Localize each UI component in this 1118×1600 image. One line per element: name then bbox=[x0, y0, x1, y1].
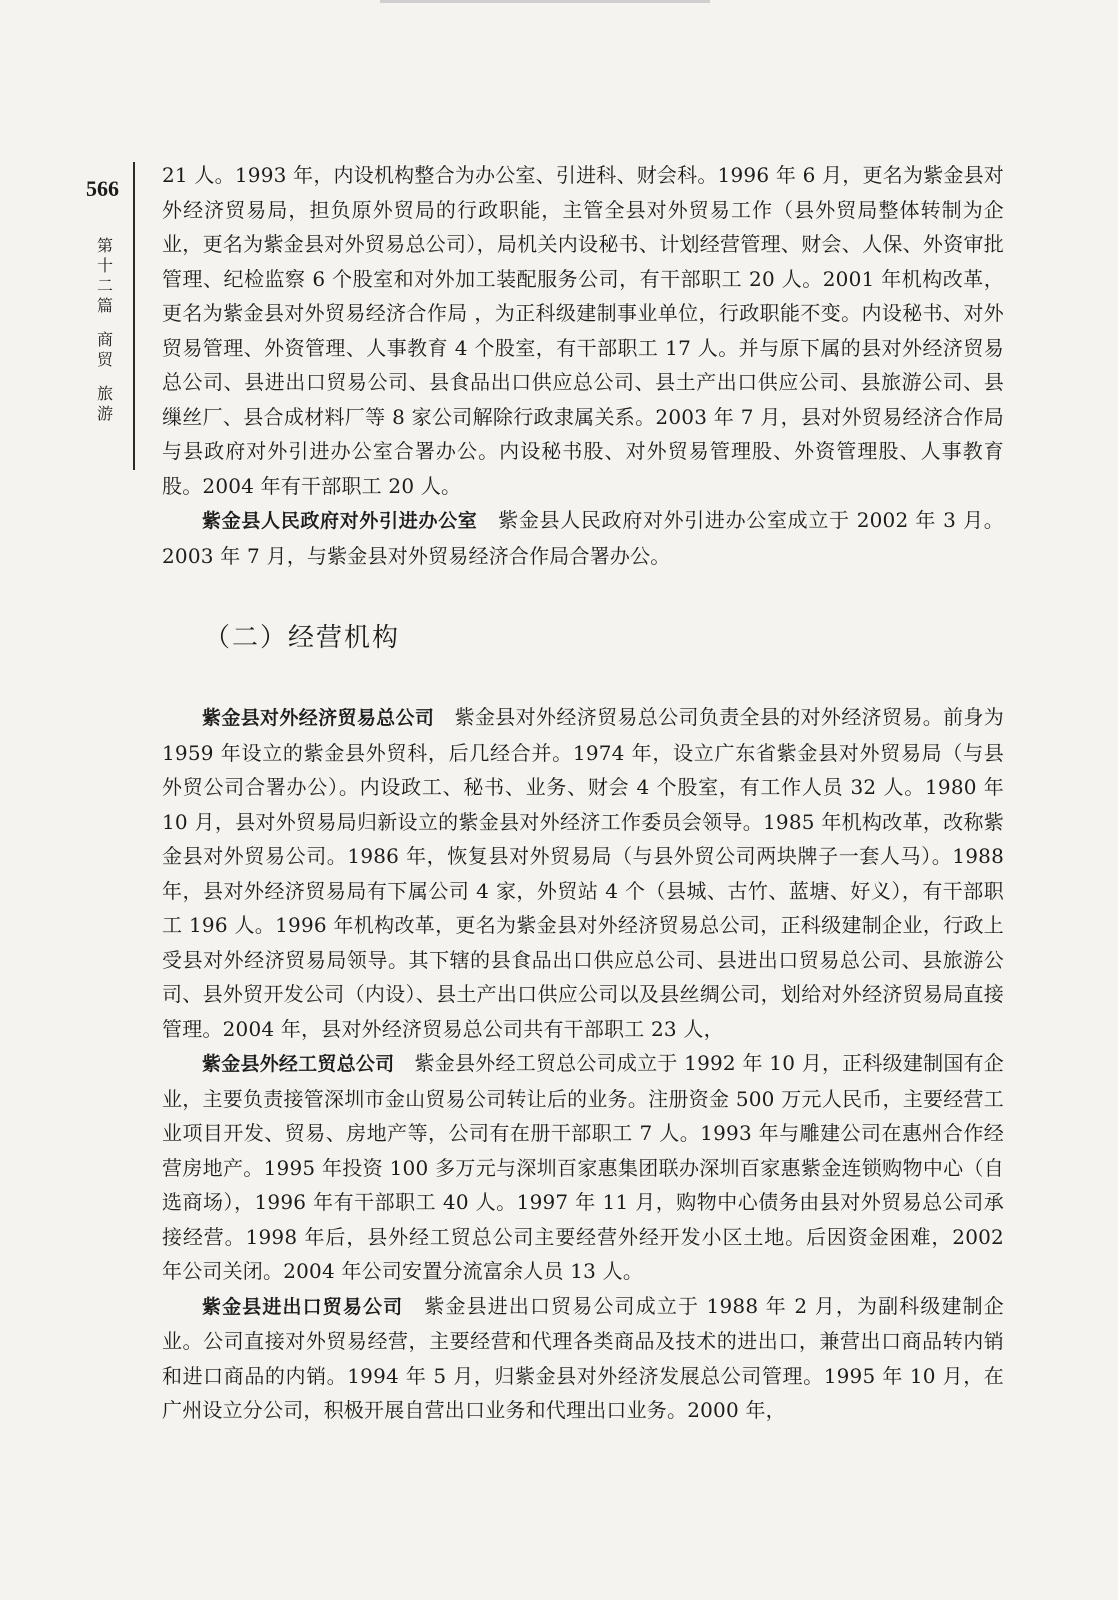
running-head-char: 第 bbox=[96, 236, 113, 255]
paragraph-import-export-co bbox=[162, 1289, 1004, 1428]
entry-title: 紫金县对外经济贸易总公司 bbox=[202, 707, 435, 729]
entry-text: 紫金县人民政府对外引进办公室成立于 2002 年 3 月。2003 年 7 月，与紫金县对外贸易经济合作局合署办公。 bbox=[162, 508, 1004, 568]
running-head-char: 商 bbox=[96, 330, 113, 349]
running-head-char: 篇 bbox=[96, 296, 113, 315]
paragraph-continued: 21 人。1993 年，内设机构整合为办公室、引进科、财会科。1996 年 6 月，更名为紫金县对外经济贸易局，担负原外贸局的行政职能，主管全县对外贸易工作（县外贸局整体转制为企业，更名为紫金县对外贸易总公司），局机关内设秘书、计划经营管理、财会、人保、外资审批管理、纪检监察 6 个股室和对外加工装配服务公司，有干部职工 20 人。2001 年机构改革，更名为紫金县对外贸易经济合作局 ，为正科级建制事业单位，行政职能不变。内设秘书、对外贸易管理、外资管理、人事教育 4 个股室，有干部职工 17 人。并与原下属的县对外经济贸易总公司、县进出口贸易公司、县食品出口供应总公司、县土产出口供应公司、县旅游公司、县缫丝厂、县合成材料厂等 8 家公司解除行政隶属关系。2003 年 7 月，县对外贸易经济合作局与县政府对外引进办公室合署办公。内设秘书股、对外贸易管理股、外资管理股、人事教育股。2004 年有干部职工 20 人。 bbox=[162, 163, 1004, 498]
entry-title: 紫金县外经工贸总公司 bbox=[202, 1053, 395, 1075]
running-head-char: 十 bbox=[96, 256, 113, 275]
running-head-char: 游 bbox=[96, 404, 113, 423]
margin-rule bbox=[133, 162, 135, 470]
entry-text: 紫金县外经工贸总公司成立于 1992 年 10 月，正科级建制国有企业，主要负责接管深圳市金山贸易公司转让后的业务。注册资金 500 万元人民币，主要经营工业项目开发、贸易、房地产等，公司有在册干部职工 7 人。1993 年与雕建公司在惠州合作经营房地产。1995 年投资 100 多万元与深圳百家惠集团联办深圳百家惠紫金连锁购物中心（自选商场），1996 年有干部职工 40 人。1997 年 11 月，购物中心债务由县对外贸易总公司承接经营。1998 年后，县外经工贸总公司主要经营外经开发小区土地。后因资金困难，2002 年公司关闭。2004 年公司安置分流富余人员 13 人。 bbox=[162, 1051, 1004, 1283]
entry-title: 紫金县进出口贸易公司 bbox=[202, 1295, 404, 1318]
running-head-char: 二 bbox=[96, 276, 113, 295]
top-scan-rule bbox=[380, 0, 710, 3]
paragraph-external-introduction-office bbox=[162, 503, 1004, 573]
page-number: 566 bbox=[86, 176, 119, 201]
paragraph-industry-trade-corp bbox=[162, 1046, 1004, 1289]
page-body bbox=[162, 158, 1004, 1428]
running-head-char: 贸 bbox=[96, 350, 113, 369]
running-head-char: 旅 bbox=[96, 384, 113, 403]
entry-text: 紫金县进出口贸易公司成立于 1988 年 2 月，为副科级建制企业。公司直接对外贸易经营，主要经营和代理各类商品及技术的进出口，兼营出口商品转内销和进口商品的内销。1994 年 5 月，归紫金县对外经济发展总公司管理。1995 年 10 月，在广州设立分公司，积极开展自营出口业务和代理出口业务。2000 年， bbox=[162, 1293, 1004, 1422]
entry-text: 紫金县对外经济贸易总公司负责全县的对外经济贸易。前身为 1959 年设立的紫金县外贸科，后几经合并。1974 年，设立广东省紫金县对外贸易局（与县外贸公司合署办公）。内设政工、秘书、业务、财会 4 个股室，有工作人员 32 人。1980 年 10 月，县对外贸易局归新设立的紫金县对外经济工作委员会领导。1985 年机构改革，改称紫金县对外贸易公司。1986 年，恢复县对外贸易局（与县外贸公司两块牌子一套人马）。1988 年，县对外经济贸易局有下属公司 4 家，外贸站 4 个（县城、古竹、蓝塘、好义），有干部职工 196 人。1996 年机构改革，更名为紫金县对外经济贸易总公司，正科级建制企业，行政上受县对外经济贸易局领导。其下辖的县食品出口供应总公司、县进出口贸易总公司、县旅游公司、县外贸开发公司（内设）、县土产出口供应公司以及县丝绸公司，划给对外经济贸易局直接管理。2004 年，县对外经济贸易总公司共有干部职工 23 人， bbox=[162, 705, 1004, 1041]
running-head bbox=[93, 236, 117, 424]
section-heading: （二）经营机构 bbox=[204, 623, 401, 653]
entry-title: 紫金县人民政府对外引进办公室 bbox=[202, 510, 478, 532]
paragraph-foreign-trade-corp bbox=[162, 700, 1004, 1046]
